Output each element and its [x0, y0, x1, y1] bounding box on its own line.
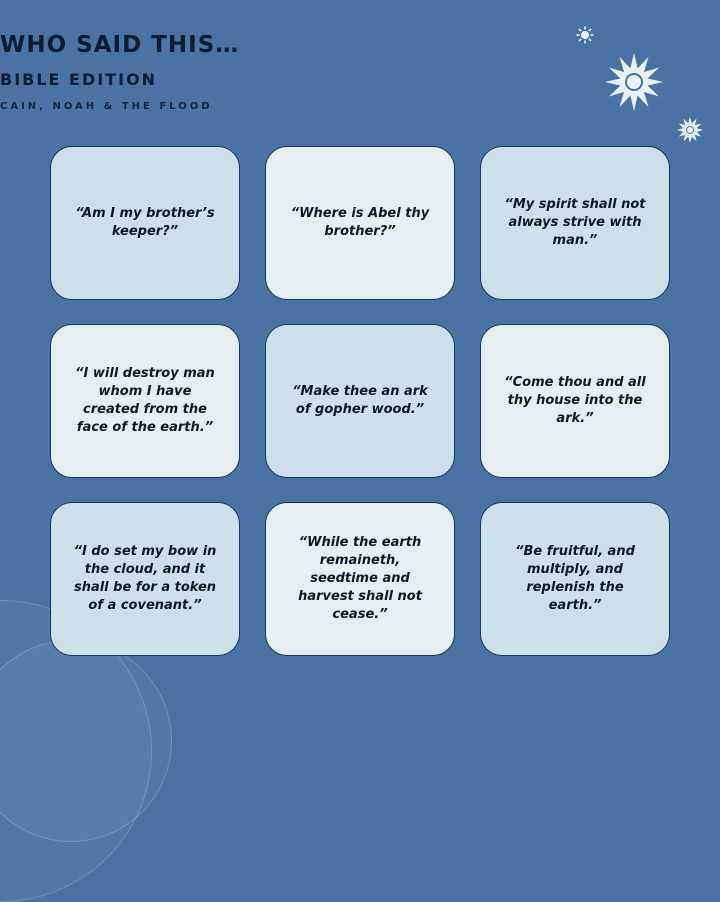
quote-card-9[interactable] — [480, 502, 670, 656]
background-arc-inner — [0, 640, 172, 842]
quote-card-6[interactable] — [480, 324, 670, 478]
quote-text: “Come thou and all thy house into the ark.” — [504, 375, 646, 426]
quote-text: “My spirit shall not always strive with man.” — [504, 197, 646, 248]
quote-card-2[interactable] — [265, 146, 455, 300]
quote-text: “Am I my brother’s keeper?” — [75, 206, 215, 239]
sun-icon-large — [604, 52, 664, 112]
quote-card-7[interactable] — [50, 502, 240, 656]
page-tagline: CAIN, NOAH & THE FLOOD — [0, 101, 213, 112]
quote-card-3[interactable] — [480, 146, 670, 300]
quote-text: “I do set my bow in the cloud, and it shall be for a token of a covenant.” — [73, 544, 217, 613]
sun-icon-medium — [676, 116, 704, 144]
quote-text: “Make thee an ark of gopher wood.” — [292, 384, 428, 417]
sun-icon-small — [576, 26, 594, 44]
quote-card-8[interactable] — [265, 502, 455, 656]
quote-text: “Be fruitful, and multiply, and replenish the earth.” — [515, 544, 635, 613]
quote-card-1[interactable] — [50, 146, 240, 300]
page-subtitle: BIBLE EDITION — [0, 70, 158, 89]
quote-text: “Where is Abel thy brother?” — [290, 206, 430, 239]
page-title: WHO SAID THIS… — [0, 32, 240, 58]
quote-text: “I will destroy man whom I have created from the face of the earth.” — [75, 366, 215, 435]
quote-text: “While the earth remaineth, seedtime and harvest shall not cease.” — [298, 535, 422, 622]
quote-card-5[interactable] — [265, 324, 455, 478]
quote-card-4[interactable] — [50, 324, 240, 478]
